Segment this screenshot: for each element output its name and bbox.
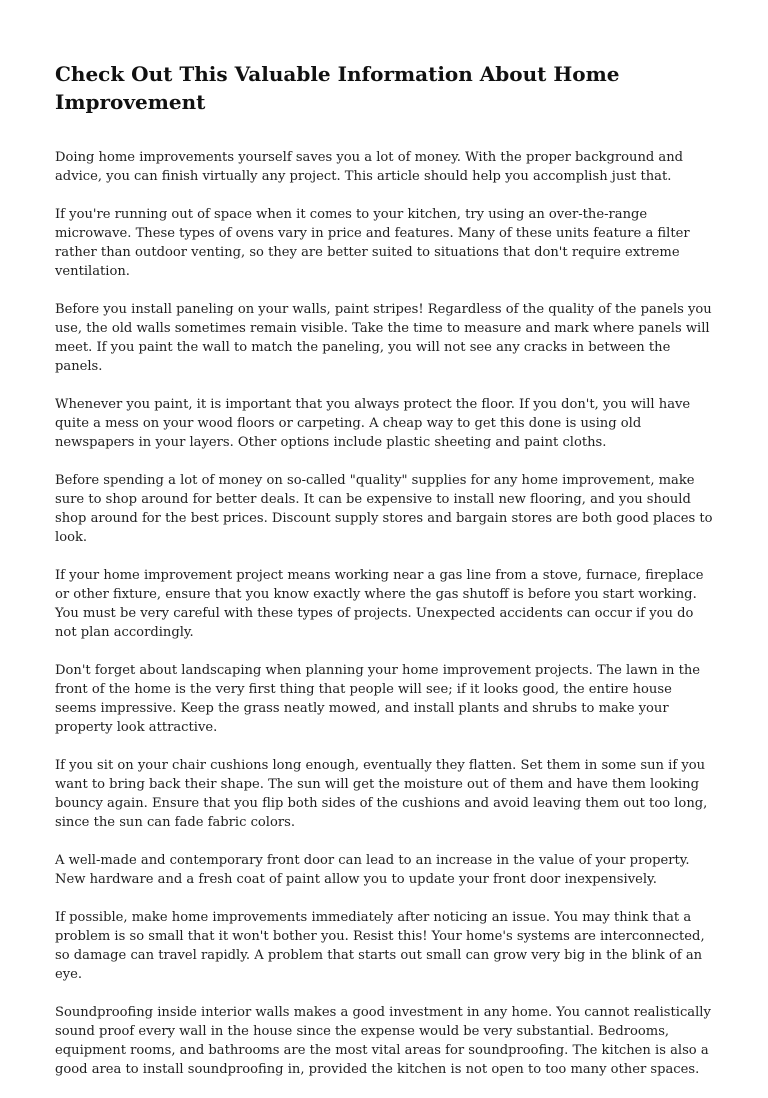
- paragraph-4: Whenever you paint, it is important that you always protect the floor. If you don't, you will have quite a mess on your wood floors or carpeting. A cheap way to get this done is using old newspapers in your layers. Other options include plastic sheeting and paint cloths.: [55, 397, 691, 450]
- paragraph-5: Before spending a lot of money on so-called "quality" supplies for any home improvement, make sure to shop around for better deals. It can be expensive to install new flooring, and you should shop around for the best prices. Discount supply stores and bargain stores are both good places to look.: [55, 473, 713, 545]
- paragraph-10: If possible, make home improvements immediately after noticing an issue. You may think that a problem is so small that it won't bother you. Resist this! Your home's systems are interconnected, so damage can travel rapidly. A problem that starts out small can grow very big in the blink of an eye.: [55, 910, 705, 982]
- paragraph-9: A well-made and contemporary front door can lead to an increase in the value of your property. New hardware and a fresh coat of paint allow you to update your front door inexpensively.: [55, 853, 690, 887]
- document-title: Check Out This Valuable Information About Home Improvement: [55, 62, 620, 114]
- paragraph-11: Soundproofing inside interior walls makes a good investment in any home. You cannot realistically sound proof every wall in the house since the expense would be very substantial. Bedrooms, equipment rooms, and bathrooms are the most vital areas for soundproofing. The kitchen is also a good area to install soundproofing in, provided the kitchen is not open to too many other spaces.: [55, 1005, 711, 1077]
- paragraph-3: Before you install paneling on your walls, paint stripes! Regardless of the quality of the panels you use, the old walls sometimes remain visible. Take the time to measure and mark where panels will meet. If you paint the wall to match the paneling, you will not see any cracks in between the panels.: [55, 302, 712, 374]
- paragraph-1: Doing home improvements yourself saves you a lot of money. With the proper background and advice, you can finish virtually any project. This article should help you accomplish just that.: [55, 150, 684, 184]
- paragraph-8: If you sit on your chair cushions long enough, eventually they flatten. Set them in some sun if you want to bring back their shape. The sun will get the moisture out of them and have them looking bouncy again. Ensure that you flip both sides of the cushions and avoid leaving them out too long, since the sun can fade fabric colors.: [55, 758, 708, 830]
- paragraph-2: If you're running out of space when it comes to your kitchen, try using an over-the-range microwave. These types of ovens vary in price and features. Many of these units feature a filter rather than outdoor venting, so they are better suited to situations that don't require extreme ventilation.: [55, 207, 690, 279]
- paragraph-6: If your home improvement project means working near a gas line from a stove, furnace, fireplace or other fixture, ensure that you know exactly where the gas shutoff is before you start working. You must be very careful with these types of projects. Unexpected accidents can occur if you do not plan accordingly.: [55, 568, 704, 640]
- document-page: [55, 60, 715, 1098]
- paragraph-7: Don't forget about landscaping when planning your home improvement projects. The lawn in the front of the home is the very first thing that people will see; if it looks good, the entire house seems impressive. Keep the grass neatly mowed, and install plants and shrubs to make your property look attractive.: [55, 663, 701, 735]
